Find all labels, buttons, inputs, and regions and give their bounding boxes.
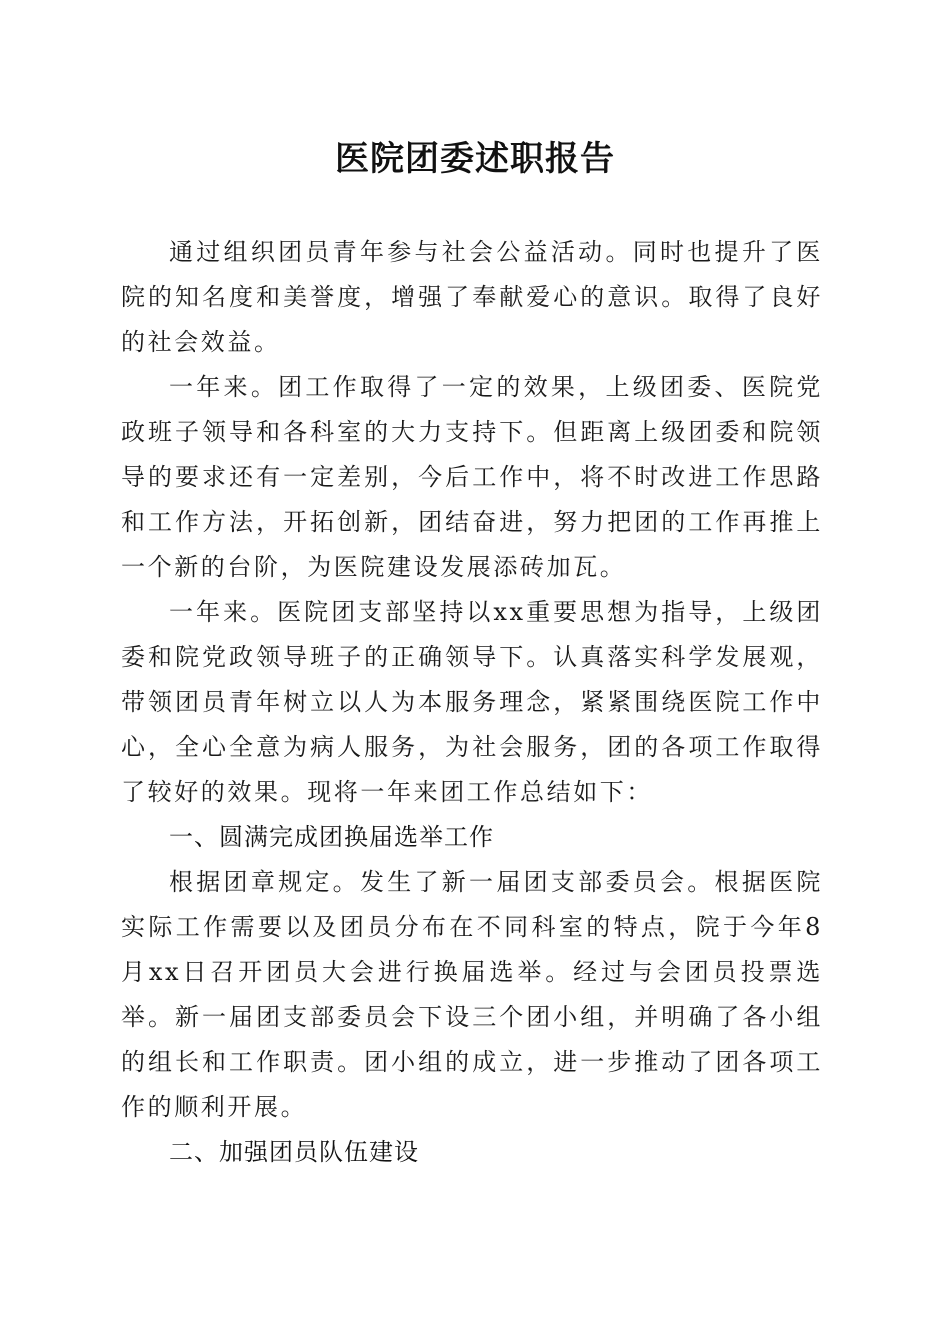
paragraph-summary: 一年来。医院团支部坚持以xx重要思想为指导，上级团委和院党政领导班子的正确领导下。认真落实科学发展观，带领团员青年树立以人为本服务理念，紧紧围绕医院工作中心，全心全意为病人服务，为社会服务，团的各项工作取得了较好的效果。现将一年来团工作总结如下： xyxy=(121,598,823,806)
section-heading-election: 一、圆满完成团换届选举工作 xyxy=(169,823,494,851)
paragraph-intro: 通过组织团员青年参与社会公益活动。同时也提升了医院的知名度和美誉度，增强了奉献爱心的意识。取得了良好的社会效益。 xyxy=(121,238,823,356)
section-heading-team-building: 二、加强团员队伍建设 xyxy=(169,1138,419,1166)
document-title: 医院团委述职报告 xyxy=(335,139,615,179)
paragraph-election: 根据团章规定。发生了新一届团支部委员会。根据医院实际工作需要以及团员分布在不同科室的特点，院于今年8月xx日召开团员大会进行换届选举。经过与会团员投票选举。新一届团支部委员会下设三个团小组，并明确了各小组的组长和工作职责。团小组的成立，进一步推动了团各项工作的顺利开展。 xyxy=(121,868,823,1121)
paragraph-achievements: 一年来。团工作取得了一定的效果，上级团委、医院党政班子领导和各科室的大力支持下。但距离上级团委和院领导的要求还有一定差别，今后工作中，将不时改进工作思路和工作方法，开拓创新，团结奋进，努力把团的工作再推上一个新的台阶，为医院建设发展添砖加瓦。 xyxy=(121,373,823,581)
document-body xyxy=(121,230,823,1175)
